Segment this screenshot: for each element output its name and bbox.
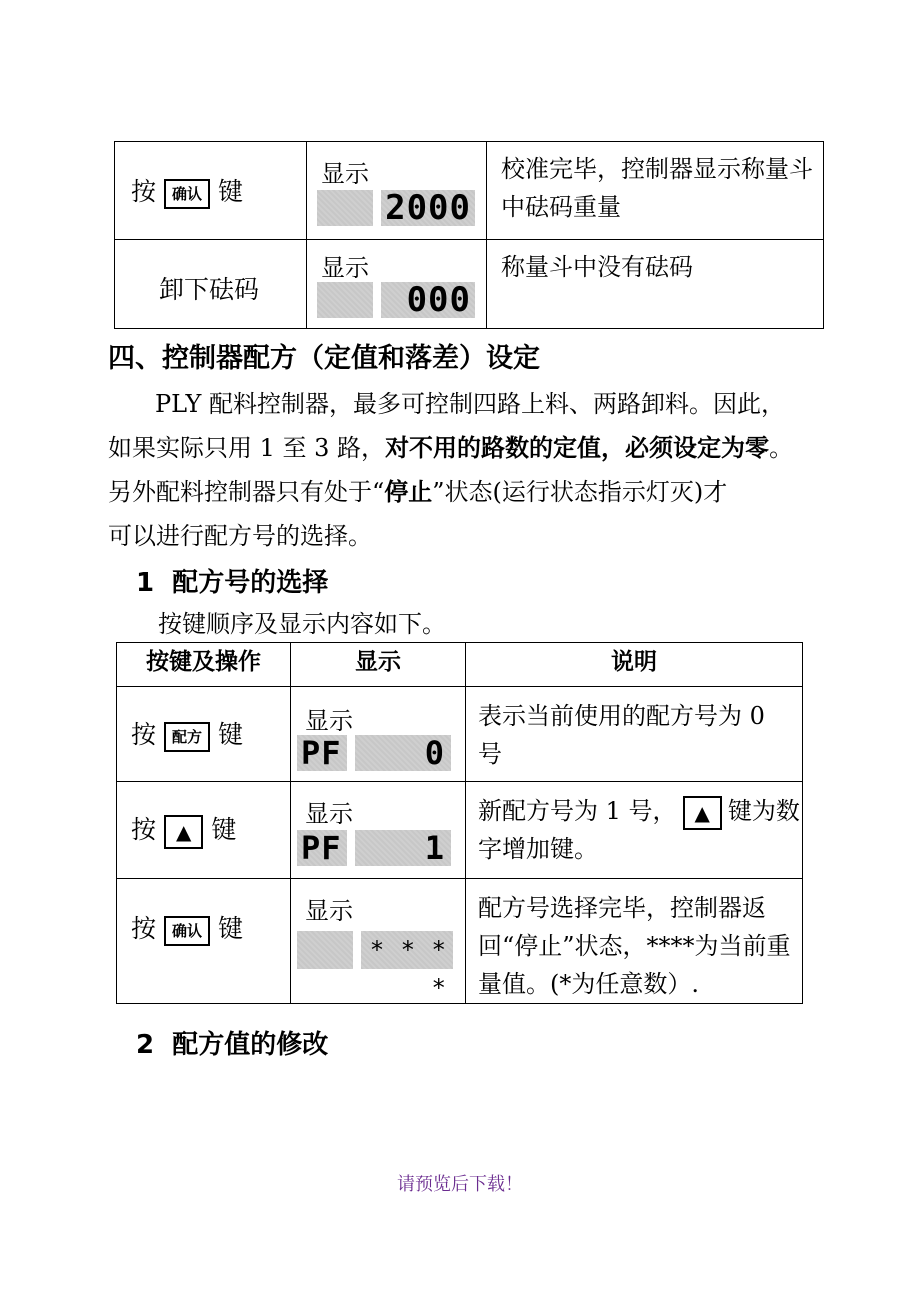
- display-label: 显示: [305, 707, 353, 735]
- subsection-heading: 1 配方号的选择: [136, 568, 329, 598]
- text-normal: 另外配料控制器只有处于“: [108, 478, 385, 506]
- display-label: 显示: [321, 160, 369, 188]
- lcd-right: 2000: [381, 190, 475, 226]
- confirm-key: 确认: [164, 179, 210, 209]
- lcd-right: 1: [355, 830, 451, 866]
- description: 称量斗中没有砝码: [501, 253, 693, 281]
- table-row: [117, 879, 803, 1004]
- intro-text: 按键顺序及显示内容如下。: [158, 610, 446, 638]
- paragraph-line: [108, 426, 793, 470]
- header-action: 按键及操作: [117, 643, 291, 687]
- display-label: 显示: [305, 800, 353, 828]
- text-bold: 停止: [384, 477, 433, 506]
- calibration-table: [114, 141, 824, 329]
- desc-text: 新配方号为 1 号，: [478, 797, 677, 825]
- recipe-key: 配方: [164, 722, 210, 752]
- up-arrow-icon: ▲: [683, 796, 722, 830]
- table-header-row: [117, 643, 803, 687]
- description: 配方号选择完毕，控制器返回“停止”状态，****为当前重量值。(*为任意数）.: [478, 894, 791, 998]
- action-prefix: 按: [131, 815, 157, 844]
- display-label: 显示: [321, 254, 369, 282]
- lcd-left: PF: [297, 830, 347, 866]
- lcd-left: [297, 931, 353, 969]
- action-suffix: 键: [218, 177, 244, 206]
- recipe-select-table: [116, 642, 803, 1004]
- table-row: [117, 687, 803, 782]
- table-row: [117, 782, 803, 879]
- action-cell: 卸下砝码: [159, 275, 260, 304]
- lcd-left: [317, 190, 373, 226]
- description: [478, 792, 800, 868]
- paragraph-line: [108, 470, 727, 514]
- action-suffix: 键: [218, 914, 244, 943]
- action-prefix: 按: [131, 720, 157, 749]
- action-cell: [131, 715, 243, 752]
- lcd-right: 0: [355, 735, 451, 771]
- text-normal: 如果实际只用 1 至 3 路，: [108, 434, 386, 462]
- text-end: 。: [769, 434, 794, 462]
- table-row: [115, 142, 824, 240]
- desc-text: 键为数字增加键。: [478, 797, 800, 863]
- confirm-key: 确认: [164, 916, 210, 946]
- lcd-left: PF: [297, 735, 347, 771]
- subsection-heading: 2 配方值的修改: [136, 1030, 329, 1060]
- up-arrow-key: ▲: [164, 815, 203, 849]
- table-row: [115, 240, 824, 329]
- action-suffix: 键: [218, 720, 244, 749]
- action-prefix: 按: [131, 914, 157, 943]
- action-prefix: 按: [131, 177, 157, 206]
- description: 表示当前使用的配方号为 0 号: [478, 702, 765, 768]
- action-cell: [131, 909, 243, 946]
- header-desc: 说明: [466, 643, 803, 687]
- text-normal: ”状态(运行状态指示灯灭)才: [432, 478, 728, 506]
- lcd-left: [317, 282, 373, 318]
- section-heading: 四、控制器配方（定值和落差）设定: [108, 343, 540, 374]
- footer-note: 请预览后下载！: [397, 1174, 523, 1195]
- display-label: 显示: [305, 897, 353, 925]
- action-suffix: 键: [211, 815, 237, 844]
- lcd-right: 000: [381, 282, 475, 318]
- description: 校准完毕，控制器显示称量斗中砝码重量: [501, 155, 813, 221]
- action-cell: [131, 172, 243, 209]
- paragraph-line: 可以进行配方号的选择。: [108, 522, 372, 550]
- header-display: 显示: [291, 643, 466, 687]
- lcd-right: * * * *: [361, 931, 453, 969]
- action-cell: [131, 810, 236, 849]
- text-bold: 对不用的路数的定值，必须设定为零: [385, 433, 770, 462]
- paragraph-line: PLY 配料控制器，最多可控制四路上料、两路卸料。因此，: [155, 390, 786, 418]
